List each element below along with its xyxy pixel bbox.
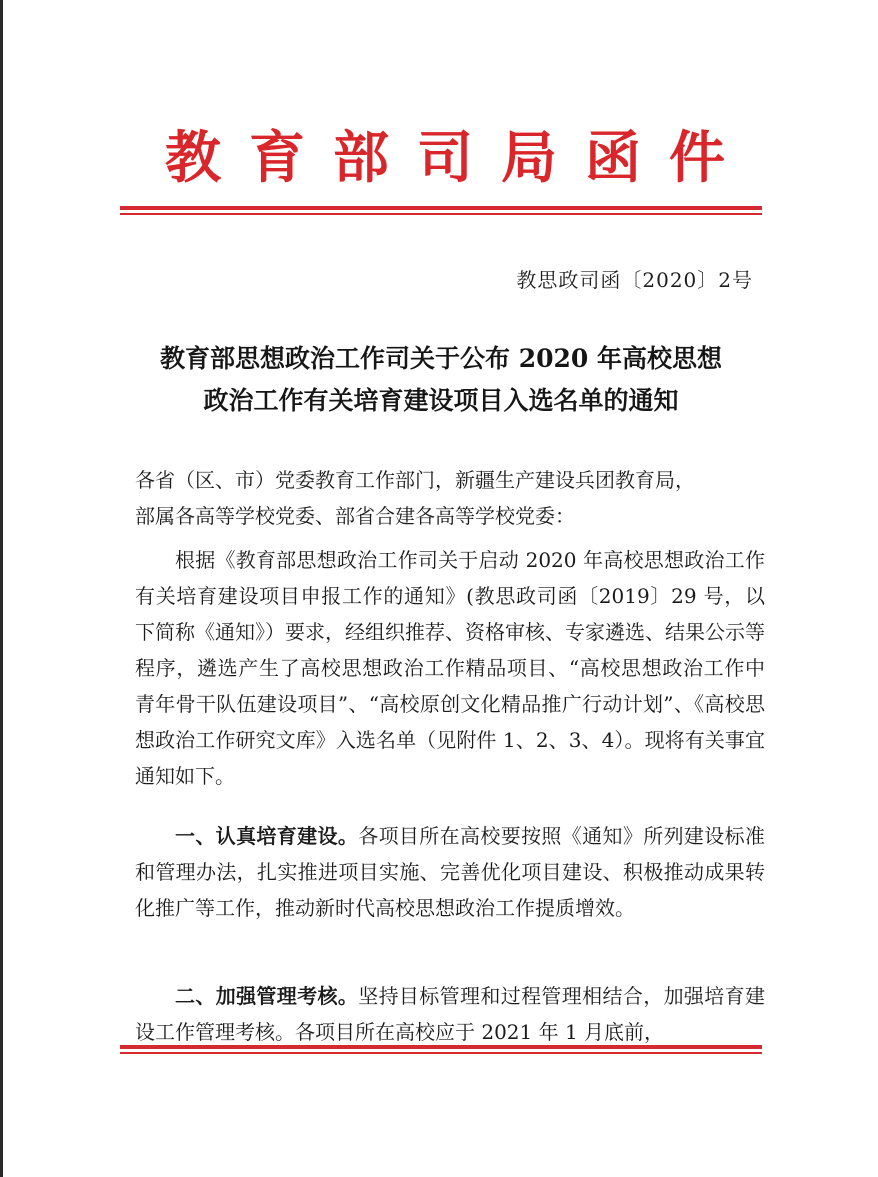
paragraph-intro <box>135 542 765 794</box>
paragraph-cultivation <box>135 818 765 926</box>
document-title <box>120 338 762 422</box>
salutation <box>135 462 765 534</box>
salutation-line-1: 各省（区、市）党委教育工作部门，新疆生产建设兵团教育局， <box>135 468 695 492</box>
masthead-char: 司 <box>417 125 473 191</box>
title-line-2: 政治工作有关培育建设项目入选名单的通知 <box>203 386 679 415</box>
header-rule-thin <box>120 213 762 215</box>
masthead-char: 育 <box>249 125 305 191</box>
masthead-char: 部 <box>333 125 389 191</box>
paragraph-text: 根据《教育部思想政治工作司关于启动 2020 年高校思想政治工作有关培育建设项目申报工作的通知》(教思政司函〔2019〕29 号，以下简称《通知》）要求，经组织推荐、资格审核、专家遴选、结果公示等程序，遴选产生了高校思想政治工作精品项目、“高校思想政治工作中青年骨干队伍建设项目”、“高校原创文化精品推广行动计划”、《高校思想政治工作研究文库》入选名单（见附件 1、2、3、4）。现将有关事宜通知如下。 <box>135 548 765 788</box>
section-heading: 一、认真培育建设。 <box>175 824 359 848</box>
footer-rule-thin <box>120 1052 762 1054</box>
section-heading: 二、加强管理考核。 <box>175 984 359 1008</box>
title-line-1: 教育部思想政治工作司关于公布 2020 年高校思想 <box>160 344 722 373</box>
masthead-char: 件 <box>669 125 725 191</box>
masthead <box>0 118 878 198</box>
masthead-char: 局 <box>501 125 557 191</box>
masthead-char: 函 <box>585 125 641 191</box>
paragraph-text: 坚持目标管理和过程管理相结合，加强培育建设工作管理考核。各项目所在高校应于 2021 年 1 月底前， <box>135 984 766 1044</box>
masthead-char: 教 <box>165 125 221 191</box>
footer-rule-thick <box>120 1045 762 1049</box>
paragraph-management <box>135 978 765 1050</box>
salutation-line-2: 部属各高等学校党委、部省合建各高等学校党委： <box>135 504 575 528</box>
masthead-title <box>165 118 725 198</box>
header-rule-thick <box>120 206 762 210</box>
document-number: 教思政司函〔2020〕2号 <box>516 268 753 292</box>
paragraph-text: 各项目所在高校要按照《通知》所列建设标准和管理办法，扎实推进项目实施、完善优化项目建设、积极推动成果转化推广等工作，推动新时代高校思想政治工作提质增效。 <box>135 824 766 920</box>
